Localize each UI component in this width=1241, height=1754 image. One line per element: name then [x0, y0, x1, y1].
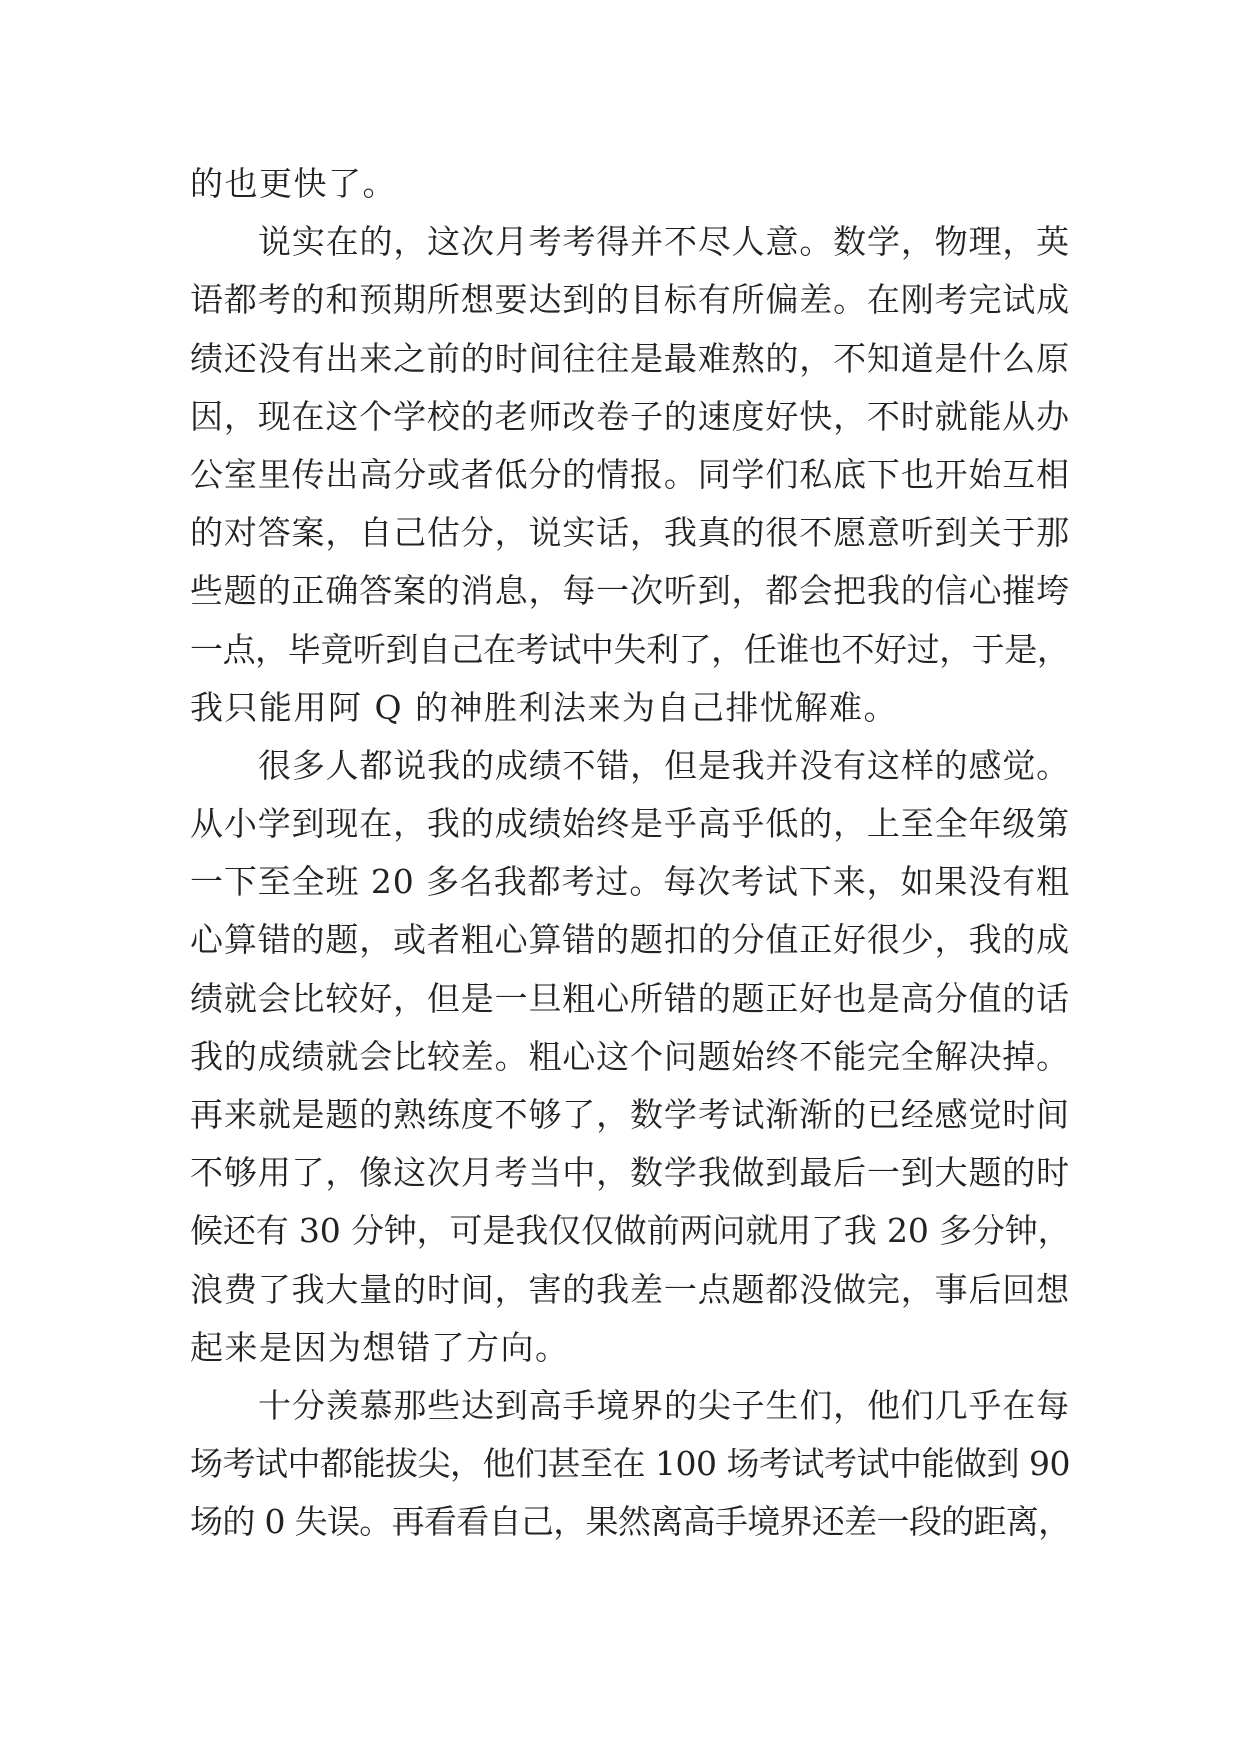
text-line: 候还有 30 分钟，可是我仅仅做前两问就用了我 20 多分钟，: [190, 1211, 1071, 1251]
text-line: 一下至全班 20 多名我都考过。每次考试下来，如果没有粗: [190, 862, 1070, 902]
text-line: 些题的正确答案的消息，每一次听到，都会把我的信心摧垮: [190, 571, 1070, 611]
text-line: 浪费了我大量的时间，害的我差一点题都没做完，事后回想: [190, 1269, 1070, 1309]
text-line: 我只能用阿 Q 的神胜利法来为自己排忧解难。: [190, 687, 899, 727]
text-line: 心算错的题，或者粗心算错的题扣的分值正好很少，我的成: [190, 920, 1070, 960]
text-line: 的也更快了。: [190, 164, 397, 203]
text-line: 从小学到现在，我的成绩始终是乎高乎低的，上至全年级第: [190, 804, 1070, 844]
text-line: 很多人都说我的成绩不错，但是我并没有这样的感觉。: [258, 745, 1070, 785]
text-line: 的对答案，自己估分，说实话，我真的很不愿意听到关于那: [190, 513, 1070, 553]
text-line: 我的成绩就会比较差。粗心这个问题始终不能完全解决掉。: [190, 1036, 1070, 1076]
text-line: 起来是因为想错了方向。: [190, 1327, 570, 1367]
text-line: 说实在的，这次月考考得并不尽人意。数学，物理，英: [258, 222, 1070, 262]
text-line: 公室里传出高分或者低分的情报。同学们私底下也开始互相: [190, 454, 1070, 494]
text-line: 场的 0 失误。再看看自己，果然离高手境界还差一段的距离，: [190, 1502, 1071, 1542]
text-line: 场考试中都能拔尖，他们甚至在 100 场考试考试中能做到 90: [190, 1444, 1070, 1484]
text-line: 因，现在这个学校的老师改卷子的速度好快，不时就能从办: [190, 396, 1070, 436]
text-line: 不够用了，像这次月考当中，数学我做到最后一到大题的时: [190, 1153, 1070, 1193]
text-line: 绩就会比较好，但是一旦粗心所错的题正好也是高分值的话: [190, 978, 1070, 1018]
text-line: 一点，毕竟听到自己在考试中失利了，任谁也不好过，于是，: [190, 629, 1070, 669]
text-line: 十分羡慕那些达到高手境界的尖子生们，他们几乎在每: [258, 1385, 1070, 1425]
text-line: 绩还没有出来之前的时间往往是最难熬的，不知道是什么原: [190, 338, 1070, 378]
essay-body: [190, 155, 1070, 1552]
text-line: 再来就是题的熟练度不够了，数学考试渐渐的已经感觉时间: [190, 1095, 1070, 1134]
text-line: 语都考的和预期所想要达到的目标有所偏差。在刚考完试成: [190, 280, 1070, 320]
